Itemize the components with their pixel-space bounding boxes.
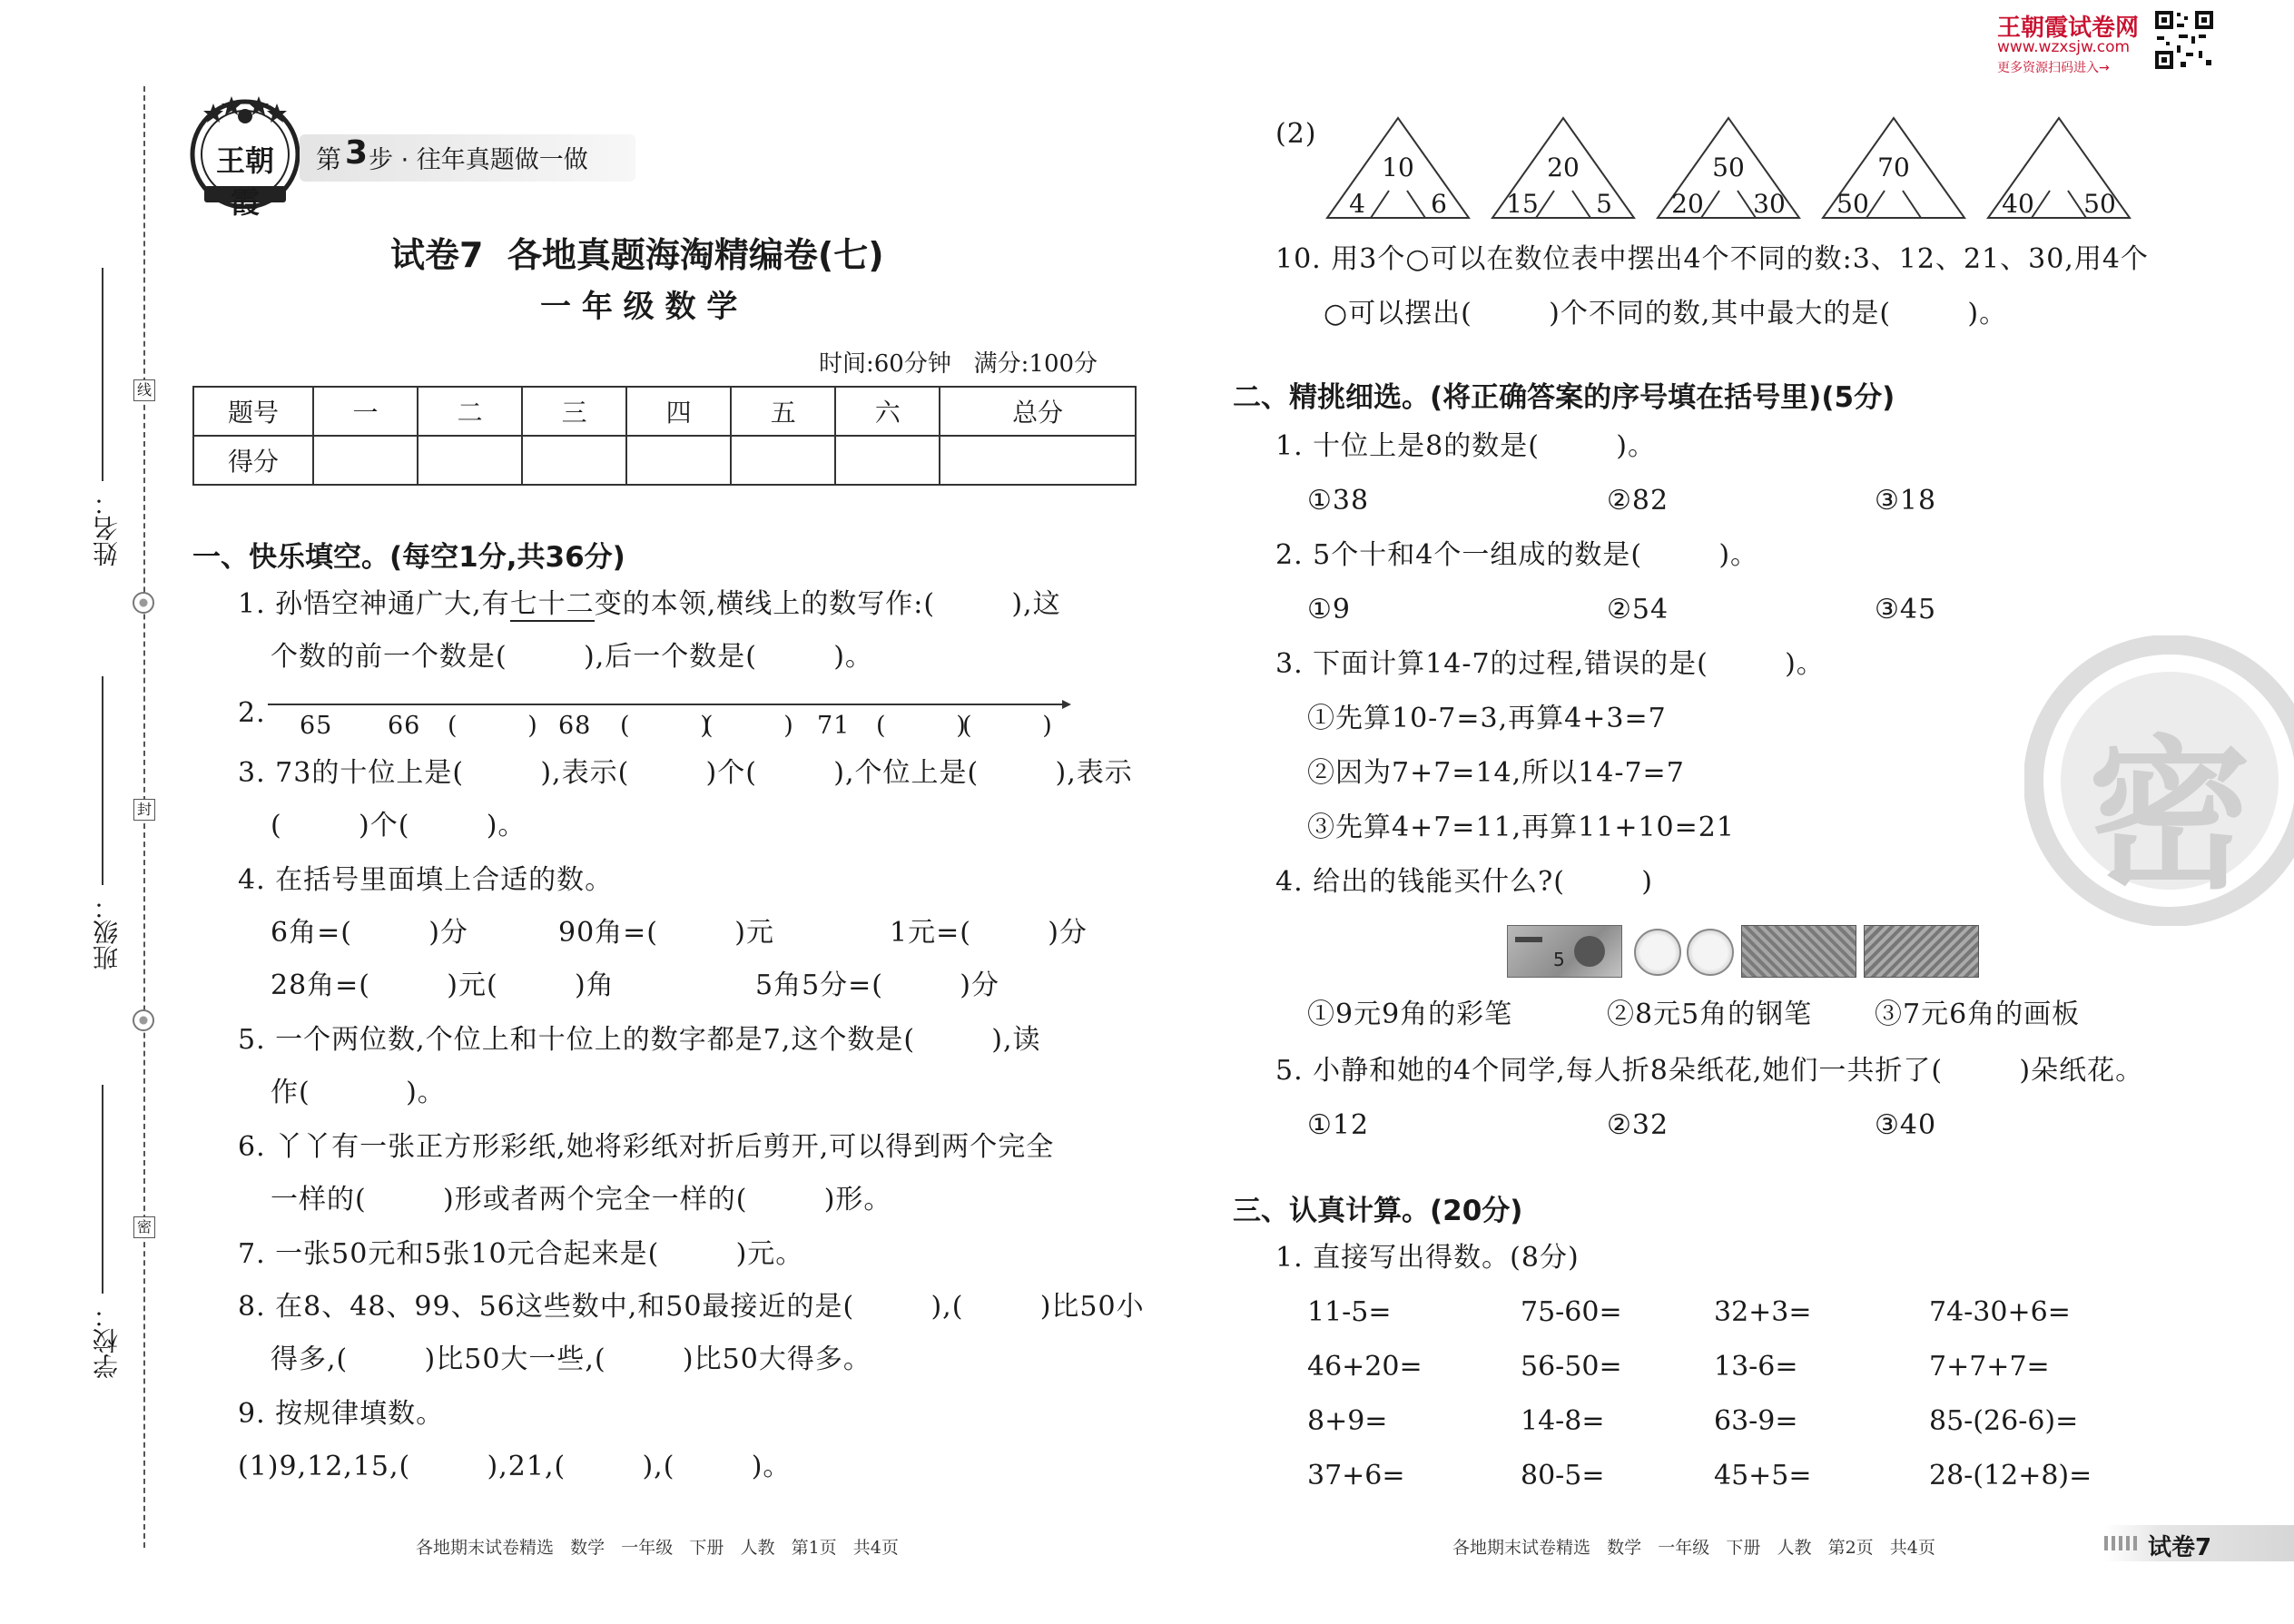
score-cell[interactable]: [835, 436, 940, 485]
number-triangle: [1489, 116, 1638, 221]
calc-item[interactable]: 75-60=: [1521, 1296, 1622, 1328]
score-row: [193, 436, 1136, 485]
paper-tag: [2104, 1525, 2294, 1561]
s2-q5: 5. 小静和她的4个同学,每人折8朵纸花,她们一共折了( )朵纸花。: [1275, 1055, 2144, 1087]
q2-label: 2.: [238, 697, 266, 729]
one-yuan-coin-icon: [1634, 929, 1681, 976]
paper-title: 试卷7 各地真题海淘精编卷(七): [390, 235, 884, 275]
step-text: 步 · 往年真题做一做: [369, 146, 588, 174]
s2-q5-option[interactable]: ①12: [1307, 1109, 1370, 1141]
q4-item: 28角=( )元( )角: [271, 969, 615, 1001]
triangle-left: 50: [1836, 189, 1869, 219]
s2-q1-option[interactable]: ①38: [1307, 485, 1370, 517]
triangle-left: 40: [2002, 189, 2034, 219]
footer-left: 各地期末试卷精选 数学 一年级 下册 人教 第1页 共4页: [416, 1538, 899, 1558]
tag-stripes: [2104, 1536, 2141, 1550]
q7: 7. 一张50元和5张10元合起来是( )元。: [238, 1238, 804, 1270]
s2-q4: 4. 给出的钱能买什么?( ): [1275, 866, 1653, 898]
number-triangle: [1984, 116, 2133, 221]
binding-hole: [133, 592, 154, 614]
step-number: 3: [345, 134, 369, 172]
number-triangle: [1654, 116, 1803, 221]
score-cell[interactable]: [418, 436, 522, 485]
s2-q4-option[interactable]: ①9元9角的彩笔: [1307, 999, 1513, 1030]
calc-item[interactable]: 13-6=: [1714, 1351, 1798, 1383]
numberline-label: 68: [558, 712, 592, 740]
calc-item[interactable]: 32+3=: [1714, 1296, 1812, 1328]
score-cell[interactable]: [522, 436, 626, 485]
qr-code-icon: [2153, 9, 2215, 71]
money-images: [1507, 921, 1979, 978]
q9-line2: (1)9,12,15,( ),21,( ),( )。: [238, 1451, 792, 1482]
cut-mark-line: 线: [133, 379, 155, 401]
calc-item[interactable]: 37+6=: [1307, 1460, 1405, 1491]
calc-item[interactable]: 11-5=: [1307, 1296, 1392, 1328]
secret-seal-watermark: [2024, 635, 2294, 926]
triangle-right: 30: [1753, 189, 1786, 219]
binding-hole: [133, 1009, 154, 1031]
calc-item[interactable]: 8+9=: [1307, 1405, 1388, 1437]
calc-item[interactable]: 63-9=: [1714, 1405, 1798, 1437]
q9-2-label: (2): [1275, 118, 1317, 150]
triangle-right: 50: [2083, 189, 2116, 219]
step-prefix: 第: [316, 144, 342, 174]
score-header-cell: 题号: [193, 387, 313, 436]
time-info: 时间:60分钟 满分:100分: [819, 350, 1098, 378]
score-cell[interactable]: [626, 436, 731, 485]
numberline-label: 65: [300, 712, 333, 740]
q3-line1: 3. 73的十位上是( ),表示( )个( ),个位上是( ),表示: [238, 757, 1133, 789]
triangle-left: 4: [1349, 189, 1365, 219]
s2-q3: 3. 下面计算14-7的过程,错误的是( )。: [1275, 648, 1825, 680]
number-triangle: [1819, 116, 1968, 221]
q4-item: 6角=( )分: [271, 917, 468, 949]
q5-line1: 5. 一个两位数,个位上和十位上的数字都是7,这个数是( ),读: [238, 1024, 1041, 1056]
q1-text-c: 变的本领,横线上的数写作:( ),这: [594, 588, 1061, 620]
section2-title: 二、精挑细选。(将正确答案的序号填在括号里)(5分): [1233, 381, 1895, 414]
s2-q5-option[interactable]: ③40: [1875, 1109, 1937, 1141]
q5-line2: 作( )。: [271, 1077, 446, 1108]
calc-item[interactable]: 28-(12+8)=: [1929, 1460, 2092, 1491]
score-header-cell: 总分: [940, 387, 1136, 436]
q6-line2: 一样的( )形或者两个完全一样的( )形。: [271, 1184, 892, 1216]
class-blank[interactable]: [102, 676, 103, 885]
seal-char: 密: [2087, 722, 2251, 911]
triangle-right: 5: [1596, 189, 1612, 219]
jiao-note-icon: [1864, 925, 1979, 978]
s3-q1: 1. 直接写出得数。(8分): [1275, 1242, 1580, 1274]
footer-right: 各地期末试卷精选 数学 一年级 下册 人教 第2页 共4页: [1452, 1538, 1935, 1558]
q8-line1: 8. 在8、48、99、56这些数中,和50最接近的是( ),( )比50小: [238, 1291, 1145, 1323]
calc-item[interactable]: 74-30+6=: [1929, 1296, 2071, 1328]
numberline-blank[interactable]: ( ): [876, 712, 967, 740]
score-row-label: 得分: [193, 436, 313, 485]
section1-title: 一、快乐填空。(每空1分,共36分): [192, 541, 625, 574]
site-url: www.wzxsjw.com: [1997, 38, 2131, 56]
q9-line1: 9. 按规律填数。: [238, 1398, 445, 1430]
calc-item[interactable]: 45+5=: [1714, 1460, 1812, 1491]
q4-line1: 4. 在括号里面填上合适的数。: [238, 864, 614, 896]
q8-line2: 得多,( )比50大一些,( )比50大得多。: [271, 1343, 871, 1375]
name-label: 姓名：: [92, 490, 122, 566]
q4-item: 1元=( )分: [890, 917, 1088, 949]
s2-q4-option[interactable]: ②8元5角的钢笔: [1607, 999, 1813, 1030]
q4-item: 90角=( )元: [558, 917, 775, 949]
q10-line1: 10. 用3个○可以在数位表中摆出4个不同的数:3、12、21、30,用4个: [1275, 243, 2149, 275]
score-header-cell: 四: [626, 387, 731, 436]
s2-q1: 1. 十位上是8的数是( )。: [1275, 430, 1656, 462]
triangle-top: 10: [1382, 153, 1414, 182]
q6-line1: 6. 丫丫有一张正方形彩纸,她将彩纸对折后剪开,可以得到两个完全: [238, 1131, 1055, 1163]
q1-underlined: 七十二: [509, 588, 595, 620]
s2-q2: 2. 5个十和4个一组成的数是( )。: [1275, 539, 1759, 571]
number-line: [268, 703, 1071, 706]
s2-q2-option[interactable]: ②54: [1607, 594, 1669, 625]
paper-subtitle: 一 年 级 数 学: [540, 289, 738, 325]
cut-mark-secret: 密: [133, 1216, 155, 1238]
s2-q3-option[interactable]: ①先算10-7=3,再算4+3=7: [1307, 703, 1667, 734]
score-header-cell: 五: [731, 387, 835, 436]
s2-q1-option[interactable]: ②82: [1607, 485, 1669, 517]
numberline-blank[interactable]: ( ): [620, 712, 711, 740]
s2-q3-option[interactable]: ②因为7+7=14,所以14-7=7: [1307, 757, 1685, 789]
s2-q2-option[interactable]: ①9: [1307, 594, 1351, 625]
score-header-cell: 二: [418, 387, 522, 436]
site-brand: 王朝霞试卷网: [1997, 15, 2140, 42]
score-cell[interactable]: [731, 436, 835, 485]
s2-q4-option[interactable]: ③7元6角的画板: [1875, 999, 2081, 1030]
triangle-right: 6: [1431, 189, 1447, 219]
s2-q1-option[interactable]: ③18: [1875, 485, 1937, 517]
score-header-cell: 一: [313, 387, 418, 436]
s2-q5-option[interactable]: ②32: [1607, 1109, 1669, 1141]
score-cell[interactable]: [313, 436, 418, 485]
one-yuan-coin-icon: [1687, 929, 1734, 976]
numberline-blank[interactable]: ( ): [704, 712, 794, 740]
brand-logo: [186, 91, 304, 220]
q3-line2: ( )个( )。: [271, 810, 527, 842]
triangle-top: 70: [1877, 153, 1910, 182]
number-triangle: [1324, 116, 1472, 221]
s2-q2-option[interactable]: ③45: [1875, 594, 1937, 625]
score-header-row: [193, 387, 1136, 436]
triangle-left: 15: [1506, 189, 1539, 219]
score-table: [192, 386, 1137, 486]
svg-text:5: 5: [1553, 949, 1565, 970]
q1-line2: 个数的前一个数是( ),后一个数是( )。: [271, 641, 873, 673]
cut-mark-seal: 封: [133, 799, 155, 821]
q10-line2: ○可以摆出( )个不同的数,其中最大的是( )。: [1324, 298, 2008, 330]
logo-text: 王朝霞: [215, 143, 274, 220]
score-header-cell: 三: [522, 387, 626, 436]
calc-item[interactable]: 56-50=: [1521, 1351, 1622, 1383]
score-header-cell: 六: [835, 387, 940, 436]
calc-item[interactable]: 46+20=: [1307, 1351, 1423, 1383]
q1-line1: [238, 586, 1061, 623]
school-blank[interactable]: [102, 1085, 103, 1294]
five-yuan-note-icon: [1507, 925, 1622, 978]
calc-item[interactable]: 80-5=: [1521, 1460, 1605, 1491]
triangle-left: 20: [1671, 189, 1704, 219]
score-cell[interactable]: [940, 436, 1136, 485]
q4-item: 5角5分=( )分: [755, 969, 1000, 1001]
triangle-top: 50: [1712, 153, 1745, 182]
calc-item[interactable]: 14-8=: [1521, 1405, 1605, 1437]
s2-q3-option[interactable]: ③先算4+7=11,再算11+10=21: [1307, 812, 1735, 843]
calc-item[interactable]: 7+7+7=: [1929, 1351, 2050, 1383]
numberline-blank[interactable]: ( ): [962, 712, 1053, 740]
section3-title: 三、认真计算。(20分): [1233, 1195, 1523, 1227]
numberline-blank[interactable]: ( ): [448, 712, 538, 740]
step-banner: [300, 134, 635, 182]
site-more: 更多资源扫码进入→: [1997, 61, 2110, 75]
tag-text: 试卷7: [2148, 1534, 2212, 1561]
numberline-label: 71: [817, 712, 851, 740]
calc-item[interactable]: 85-(26-6)=: [1929, 1405, 2079, 1437]
jiao-note-icon: [1741, 925, 1856, 978]
name-blank[interactable]: [102, 268, 103, 481]
school-label: 学校：: [92, 1303, 122, 1379]
numberline-label: 66: [388, 712, 421, 740]
triangle-top: 20: [1547, 153, 1580, 182]
class-label: 班级：: [92, 894, 122, 970]
q1-text-a: 1. 孙悟空神通广大,有: [238, 588, 510, 620]
